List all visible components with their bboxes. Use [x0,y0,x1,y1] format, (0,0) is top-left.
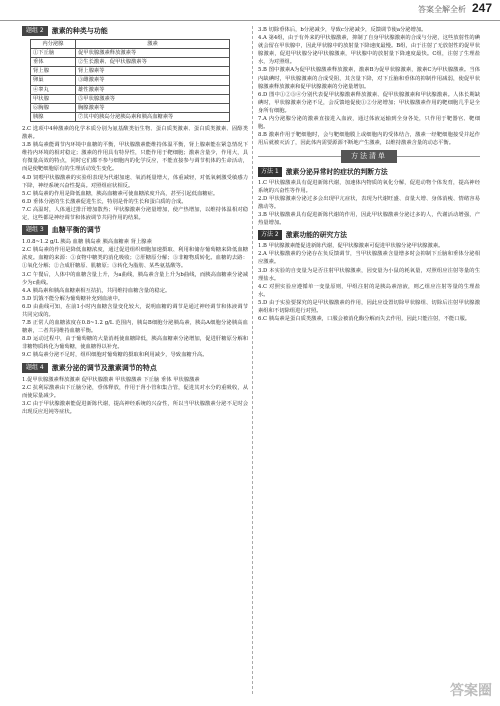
table-row [31,112,230,121]
method1-title: 激素分泌异常时的症状的判断方法 [285,167,388,176]
gland-cell: ④睾丸 [31,85,76,94]
answer-item: 4.A 胰岛素和胰高血糖素相互拮抗，共同维持血糖含量的稳定。 [22,287,171,294]
hormone-cell: 胸腺激素等 [76,103,230,112]
watermark: 答案圈 [450,683,492,699]
answer-item: 3.C 由于甲状腺激素能促进新陈代谢，提高神经系统的兴奋性，所以当甲状腺激素分泌不足时会出现反应迟钝等症状。 [22,400,248,416]
answer-item: 1.促甲状腺激素释放激素 促甲状腺激素 甲状腺激素 下丘脑 垂体 甲状腺激素 [22,376,200,383]
answer-item: 2.C 抗利尿激素由下丘脑分泌，垂体释放，作用于肾小管和集合管，促进其对水分的重吸收，从而使尿量减少。 [22,384,248,399]
answer-item: 4.A 第4组，由于有外来的甲状腺激素，抑制了自身甲状腺激素的合成与分泌，这些放射性的碘就会留在甲状腺中，因此甲状腺中的放射量下降速度最慢。B组，由于注射了无放射性的促甲状腺激素，促进甲状腺分泌甲状腺激素，甲状腺中的放射量下降速度最快。C组，注射了生理盐水，为对照组。 [258,35,480,66]
hormone-cell: 雄性激素等 [76,85,230,94]
gland-cell: 肾上腺 [31,67,76,76]
q3-title: 血糖平衡的调节 [51,226,101,235]
q3-heading [22,225,248,235]
answer-item: 6.C 胰岛素是蛋白质类激素，口服会被消化酶分解而失去作用，因此只能注射，不能口服。 [258,316,471,323]
banner-label: 方法清单 [341,150,397,162]
answer-item: 4.D 饲喂甲状腺激素的实验组表现为代谢加速、氧消耗量增大，体重减轻，对低氧刺激受敏感力下降，神经系统兴奋性提高。对照组症状相反。 [22,174,248,189]
gland-cell: 胰腺 [31,112,76,121]
table-row [31,49,230,58]
gland-cell: 卵巢 [31,76,76,85]
hormone-cell: ②生长激素、促甲状腺激素等 [76,58,230,67]
header-title: 答案全解全析 [418,5,466,14]
method1-tag: 方法 1 [258,167,282,177]
right-top-answers [258,26,480,147]
answer-item: 5.B 图中激素A为促甲状腺激素释放激素，激素B为促甲状腺激素，激素C为甲状腺激素。当体内缺碘时，甲状腺激素的合成受阻，其含量下降，对下丘脑和垂体的抑制作用减弱，使促甲状腺激素释放激素和促甲状腺激素的分泌量增加。 [258,67,480,90]
banner-line-right [397,156,480,157]
table-row [31,94,230,103]
answer-item: 8.B 激素作用于靶细胞时，会与靶细胞膜上或细胞内的受体结合，激素一经靶细胞接受并起作用后就被灭活了，因此体内需要源源不断地产生激素，以维持激素含量的动态平衡。 [258,132,480,147]
q2-title: 激素的种类与功能 [51,27,108,35]
answer-item: 3.C 午餐后，人体中的血糖含量上升，为a曲线，胰岛素含量上升为b曲线，而胰高血糖素分泌减少为c曲线。 [22,271,248,286]
answer-item: 7.A 内分泌腺分泌的激素直接进入血液，通过体液运输到全身各处，只作用于靶器官、靶细胞。 [258,116,480,131]
answer-item: 5.D 由于实验要探究的是甲状腺激素的作用，因此应设置切除甲状腺组、切除后注射甲状腺激素组和不切除组进行对照。 [258,299,480,314]
gland-cell: 垂体 [31,58,76,67]
hormone-cell: 促甲状腺激素释放激素等 [76,49,230,58]
banner-line-left [258,156,341,157]
method-list-banner [258,150,480,162]
column-divider [252,26,253,694]
answer-item: 3.D 本实验的自变量为是否注射甲状腺激素，因变量为小鼠的耗氧量，对照组应注射等量的生理盐水。 [258,267,480,282]
hormone-cell: ⑦其中的胰岛分泌胰岛素和胰高血糖素等 [76,112,230,121]
method2-answers [258,242,480,323]
answer-item: 2.D 甲状腺激素分泌过多会出现甲亢症状，表现为代谢旺盛、食量大增、身体消瘦、情绪容易激动等。 [258,195,480,210]
answer-item: 3.B 切除垂体后，b分泌减少，导致c分泌减少，反馈调节使a分泌增加。 [258,27,427,33]
hormone-cell: ⑤甲状腺激素等 [76,94,230,103]
answer-item: 6.D 垂体分泌的生长激素促进生长，特别是骨的生长和蛋白质的合成。 [22,198,187,205]
hormone-cell: 激素 [76,40,230,49]
gland-cell: ①下丘脑 [31,49,76,58]
answer-item: 9.C 胰岛素分泌不足时，组织细胞对葡萄糖的摄取和利用减少，导致血糖升高。 [22,352,208,359]
table-row [31,76,230,85]
answer-item: 1.C 甲状腺激素具有促进新陈代谢，加速体内物质的氧化分解，促进动物个体发育，提高神经系统的兴奋性等作用。 [258,179,480,194]
answer-item: 1.0.8~1.2 g/L 胰岛 血糖 胰岛素 胰高血糖素 肾上腺素 [22,239,152,246]
q4-answers [22,376,248,416]
answer-item: 7.B 正常人的血糖浓度在0.8~1.2 g/L 范围内，胰岛B细胞分泌胰岛素，胰岛A细胞分泌胰高血糖素，二者共同维持血糖平衡。 [22,320,248,335]
q4-tag: 题组 4 [22,363,48,373]
table-row [31,40,230,49]
answer-item: 2.A 甲状腺激素的分泌存在负反馈调节，当甲状腺激素含量增多时会抑制下丘脑和垂体分泌相应激素。 [258,251,480,266]
hormone-cell: 肾上腺素等 [76,67,230,76]
table-row [31,85,230,94]
method1-heading [258,167,480,177]
answer-item: 4.C 对照实验应遵循单一变量原则，甲组注射的是胰岛素溶液，则乙组应注射等量的生理盐水。 [258,283,480,298]
table-row [31,58,230,67]
table-row [31,67,230,76]
answer-item: 6.D 由曲线可知，在前1小时内血糖含量变化较大，说明血糖的调节是通过神经调节和体液调节共同完成的。 [22,303,248,318]
answer-item: 6.D 图中①②③④分别代表促甲状腺激素释放激素、促甲状腺激素和甲状腺激素。人体长期缺碘时，甲状腺激素分泌不足，会反馈地促使①②分泌增加；甲状腺激素作用的靶细胞几乎是全身所有细胞。 [258,91,480,114]
page-header [0,0,500,21]
method1-answers [258,179,480,228]
q3-tag: 题组 3 [22,225,48,235]
answer-item: 2.C 选项中4种激素的化学本质分别为氨基酸类衍生物、蛋白质类激素、蛋白质类激素、固醇类激素。 [22,125,248,141]
left-column [22,26,248,416]
method2-title: 激素功能的研究方法 [285,231,347,240]
right-column [258,26,480,323]
page-number: 247 [471,1,492,15]
answer-item: 2.C 胰岛素的作用是降低血糖浓度，通过促进组织细胞加速摄取、利用和储存葡萄糖来降低血糖浓度。血糖的来源：①食物中糖类的消化吸收；②肝糖原分解；③非糖物质转化。血糖的去路：①氧化分解；②合成肝糖原、肌糖原；③转化为脂肪、某些氨基酸等。 [22,247,248,270]
answer-item: 1.B 甲状腺激素能促进新陈代谢，促甲状腺激素可促进甲状腺分泌甲状腺激素。 [258,243,444,250]
q2-tag: 题组 2 [22,26,48,36]
q2-heading [22,26,248,36]
gland-cell: ⑥胸腺 [31,103,76,112]
q3-answers [22,238,248,359]
q4-title: 激素分泌的调节及激素调节的特点 [51,363,157,372]
answer-item: 5.D 饥饿不能分解为葡萄糖补充到血液中。 [22,295,124,302]
q4-heading [22,363,248,373]
answer-item: 3.B 甲状腺激素具有促进新陈代谢的作用，因此甲状腺激素分泌过多的人，代谢活动增强，产热量增加。 [258,211,480,227]
method2-tag: 方法 2 [258,230,282,240]
method2-heading [258,230,480,240]
gland-cell: 甲状腺 [31,94,76,103]
table-row [31,103,230,112]
answer-item: 7.C 高温时，人体通过排汗增加散热；甲状腺激素分泌量增加，使产热增加，以维持体温相对稳定，这些都是神经调节和体液调节共同作用的结果。 [22,206,248,221]
answer-item: 5.C 胰岛素的作用是降低血糖，胰高血糖素可使血糖浓度升高，甚至引起低血糖症。 [22,190,219,197]
answer-item: 3.B 胰岛素能调节内环境中血糖的平衡，甲状腺激素能维持体温平衡，肾上腺素能在紧急情况下维持内环境的相对稳定；激素的作用具有特异性，只能作用于靶细胞；激素含量少，作用大，具有微量高效的特点，同时它们都不参与细胞内的化学反应，不能直接参与调节机体的生命活动，而是使靶细胞原有的生理活动发生变化。 [22,142,248,173]
hormone-cell: ③雌激素等 [76,76,230,85]
hormone-table [30,39,230,122]
gland-cell: 内分泌腺 [31,40,76,49]
answer-item: 8.D 运动过程中，由于葡萄糖的大量消耗使血糖降低，胰高血糖素分泌增加，促进肝糖原分解和非糖物质转化为葡萄糖，使血糖得以补充。 [22,336,248,351]
q2-answers [22,125,248,222]
